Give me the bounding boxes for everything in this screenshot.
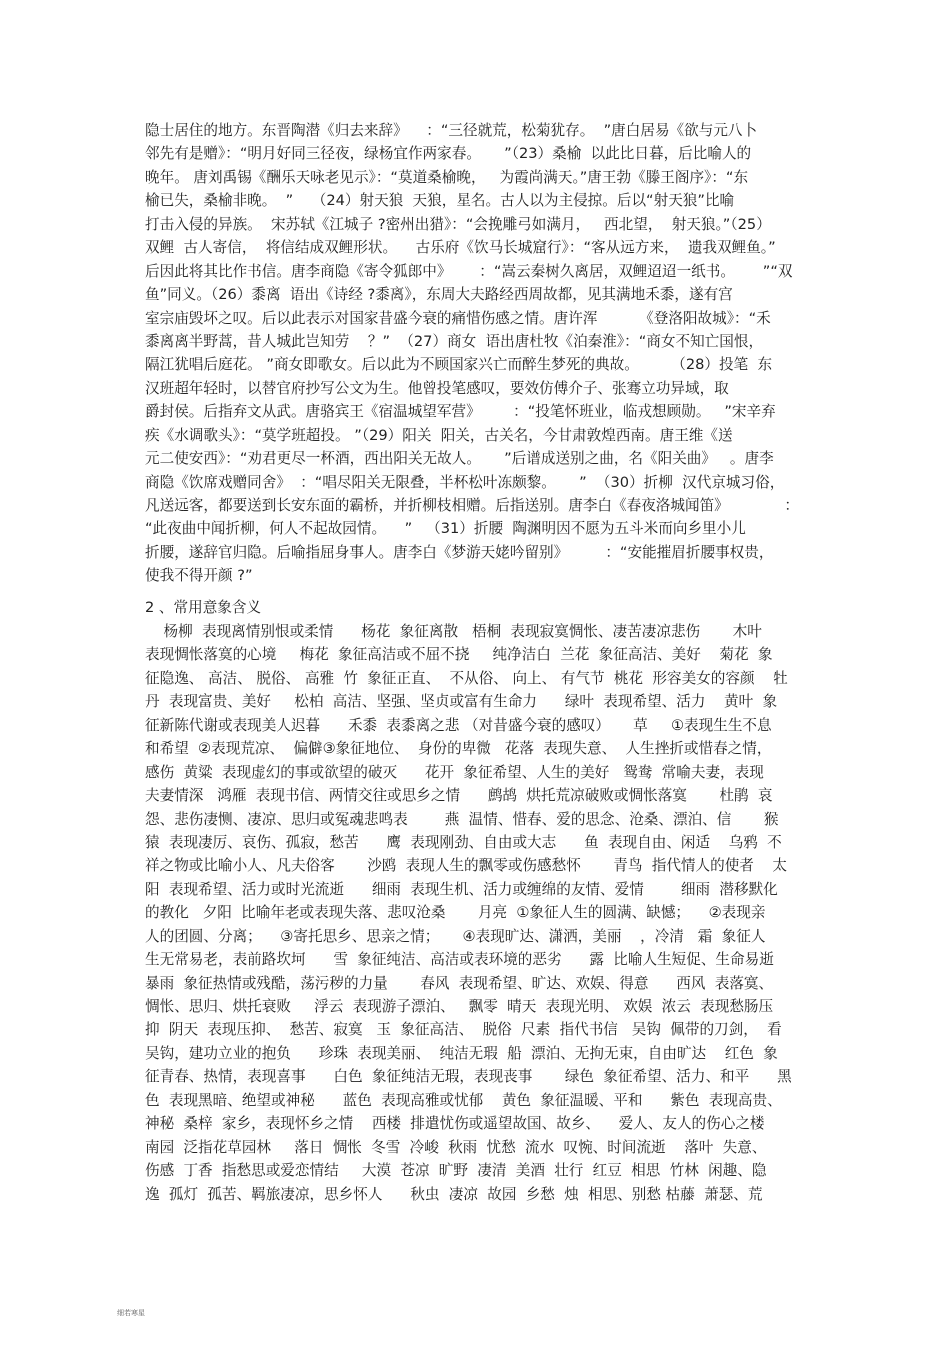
text-line: 南园 泛指花草园林 落日 惆怅 冬雪 冷峻 秋雨 忧愁 流水 叹惋、时间流逝 落叶 失意、	[145, 1138, 767, 1156]
text-line: 汉班超年轻时，以替官府抄写公文为生。他曾投笔感叹，要效仿傅介子、张骞立功异域，取	[145, 379, 729, 397]
text-line: 吴钩，建功立业的抱负 珍珠 表现美丽、 纯洁无瑕 船 漂泊、无拘无束，自由旷达 红色 象	[145, 1044, 778, 1062]
text-line: 元二使安西》：“劝君更尽一杯酒，西出阳关无故人。 ”后谱成送别之曲，名《阳关曲》 。唐李	[145, 450, 774, 468]
section-heading: 2 、常用意象含义	[145, 599, 262, 616]
text-line: 凡送远客，都要送到长安东面的霸桥，并折柳枝相赠。后指送别。唐李白《春夜洛城闻笛》 ：	[145, 497, 800, 514]
text-line: 室宗庙毁坏之叹。后以此表示对国家昔盛今衰的痛惜伤感之情。唐许浑 《登洛阳故城》：“禾	[145, 309, 771, 327]
text-line: 使我不得开颜 ?”	[145, 567, 253, 585]
text-line: “此夜曲中闻折柳，何人不起故园情。 ” （31）折腰 陶渊明因不愿为五斗米而向乡里小儿	[145, 520, 746, 538]
text-line: 邻先有是赠》：“明月好同三径夜，绿杨宜作两家春。 ”（23）桑榆 以此比日暮，后比喻人的	[145, 145, 752, 163]
text-line: 夫妻情深 鸿雁 表现书信、两情交往或思乡之情 鹧鸪 烘托荒凉破败或惆怅落寞 杜鹃 哀	[145, 787, 773, 805]
text-line: 阳 表现希望、活力或时光流逝 细雨 表现生机、活力或缠绵的友情、爱情 细雨 潜移默化	[145, 880, 778, 898]
text-line: 表现惆怅落寞的心境 梅花 象征高洁或不屈不挠 纯净洁白 兰花 象征高洁、美好 菊花 象	[145, 646, 773, 664]
text-line: 抑 阴天 表现压抑、 愁苦、寂寞 玉 象征高洁、 脱俗 尺素 指代书信 吴钩 佩带的刀剑， 看	[145, 1021, 782, 1039]
text-line: 神秘 桑梓 家乡，表现怀乡之情 西楼 排遣忧伤或遥望故国、故乡、 爱人、友人的伤心之楼	[145, 1115, 765, 1133]
text-line: 伤感 丁香 指愁思或爱恋情结 大漠 苍凉 旷野 凄清 美酒 壮行 红豆 相思 竹林 闲趣、隐	[145, 1162, 767, 1180]
text-line: 隔江犹唱后庭花。 ”商女即歌女。后以此为不顾国家兴亡而醉生梦死的典故。 （28）投笔 东	[145, 356, 773, 374]
text-line: 疾《水调歌头》：“莫学班超投。 ”（29）阳关 阳关，古关名，今甘肃敦煌西南。唐王维《送	[145, 426, 733, 444]
text-line: 隐士居住的地方。东晋陶潜《归去来辞》 ：“三径就荒，松菊犹存。 ”唐白居易《欲与元八卜	[145, 122, 758, 139]
text-line: 杨柳 表现离情别恨或柔情 杨花 象征离散 梧桐 表现寂寞惆怅、凄苦凄凉悲伤 木叶	[145, 623, 762, 640]
text-line: 生无常易老，表前路坎坷 雪 象征纯洁、高洁或表环境的恶劣 露 比喻人生短促、生命易逝	[145, 951, 774, 969]
text-line: 商隐《饮席戏赠同舍》 ：“唱尽阳关无限叠，半杯松叶冻颇黎。 ” （30）折柳 汉代京城习俗，	[145, 473, 785, 491]
text-line: 暴雨 象征热情或残酷，荡污秽的力量 春风 表现希望、旷达、欢娱、得意 西风 表落寞、	[145, 974, 774, 992]
text-line: 惆怅、思归、烘托衰败 浮云 表现游子漂泊、 飘零 晴天 表现光明、 欢娱 浓云 表现愁肠压	[145, 998, 774, 1015]
text-line: 感伤 黄粱 表现虚幻的事或欲望的破灭 花开 象征希望、人生的美好 鸳鸯 常喻夫妻，表现	[145, 763, 764, 781]
text-line: 后因此将其比作书信。唐李商隐《寄令狐郎中》 ：“嵩云秦树久离居，双鲤迢迢一纸书。 ”“双	[145, 262, 793, 280]
text-line: 折腰，遂辞官归隐。后喻指屈身事人。唐李白《梦游天姥吟留别》 ：“安能摧眉折腰事权贵，	[145, 543, 774, 561]
text-line: 晚年。 唐刘禹锡《酬乐天咏老见示》：“莫道桑榆晚， 为霞尚满天。”唐王勃《滕王阁序》：“东	[145, 168, 749, 186]
text-line: 鱼”同义。（26）黍离 语出《诗经 ?黍离》，东周大夫路经西周故都，见其满地禾黍，遂有宫	[145, 286, 733, 304]
text-line: 双鲤 古人寄信， 将信结成双鲤形状。 古乐府《饮马长城窟行》：“客从远方来， 遗我双鲤鱼。”	[145, 239, 776, 257]
text-line: 征青春、热情，表现喜事 白色 象征纯洁无瑕，表现丧事 绿色 象征希望、活力、和平 黑	[145, 1068, 792, 1086]
text-line: 怨、悲伤凄恻、凄凉、思归或冤魂悲鸣表 燕 温情、惜春、爱的思念、沧桑、漂泊、信 猴	[145, 810, 779, 828]
text-line: 爵封侯。后指弃文从武。唐骆宾王《宿温城望军营》 ：“投笔怀班业，临戎想顾勋。 ”宋辛弃	[145, 403, 776, 421]
text-line: 征隐逸、 高洁、 脱俗、 高雅 竹 象征正直、 不从俗、 向上、 有气节 桃花 形容美女的容颜 牡	[145, 669, 788, 687]
text-line: 征新陈代谢或表现美人迟暮 禾黍 表黍离之悲 （对昔盛今衰的感叹） 草 ①表现生生不息	[145, 716, 772, 734]
text-line: 的教化 夕阳 比喻年老或表现失落、悲叹沧桑 月亮 ①象征人生的圆满、缺憾； ②表现亲	[145, 904, 766, 922]
text-line: 人的团圆、分离； ③寄托思乡、思亲之情； ④表现旷达、潇洒，美丽 ，冷清 霜 象征人	[145, 927, 766, 945]
text-line: 黍离离半野蒿，昔人城此岂知劳 ？” （27）商女 语出唐杜牧《泊秦淮》：“商女不知亡国恨，	[145, 332, 764, 350]
text-line: 逸 孤灯 孤苦、羁旅凄凉，思乡怀人 秋虫 凄凉 故园 乡愁 烛 相思、别愁 枯藤 萧瑟、荒	[145, 1185, 763, 1203]
imagery-section	[145, 620, 805, 1206]
glossary-section	[145, 119, 805, 588]
page-footer: 细若寒星	[117, 1309, 145, 1317]
text-line: 祥之物或比喻小人、凡夫俗客 沙鸥 表现人生的飘零或伤感愁怀 青鸟 指代情人的使者 太	[145, 857, 788, 875]
text-line: 打击入侵的异族。 宋苏轼《江城子 ?密州出猎》：“会挽雕弓如满月， 西北望， 射天狼。”（25）	[145, 215, 771, 233]
text-line: 榆已失，桑榆非晚。 ” （24）射天狼 天狼，星名。古人以为主侵掠。后以“射天狼”比喻	[145, 192, 735, 210]
text-line: 丹 表现富贵、美好 松柏 高洁、坚强、坚贞或富有生命力 绿叶 表现希望、活力 黄叶 象	[145, 693, 778, 711]
text-line: 猿 表现凄厉、哀伤、孤寂，愁苦 鹰 表现刚劲、自由或大志 鱼 表现自由、闲适 乌鸦 不	[145, 833, 782, 851]
text-line: 色 表现黑暗、绝望或神秘 蓝色 表现高雅或忧郁 黄色 象征温暖、平和 紫色 表现高贵、	[145, 1091, 782, 1109]
text-line: 和希望 ②表现荒凉、 偏僻③象征地位、 身份的卑微 花落 表现失意、 人生挫折或惜春之情，	[145, 740, 772, 758]
